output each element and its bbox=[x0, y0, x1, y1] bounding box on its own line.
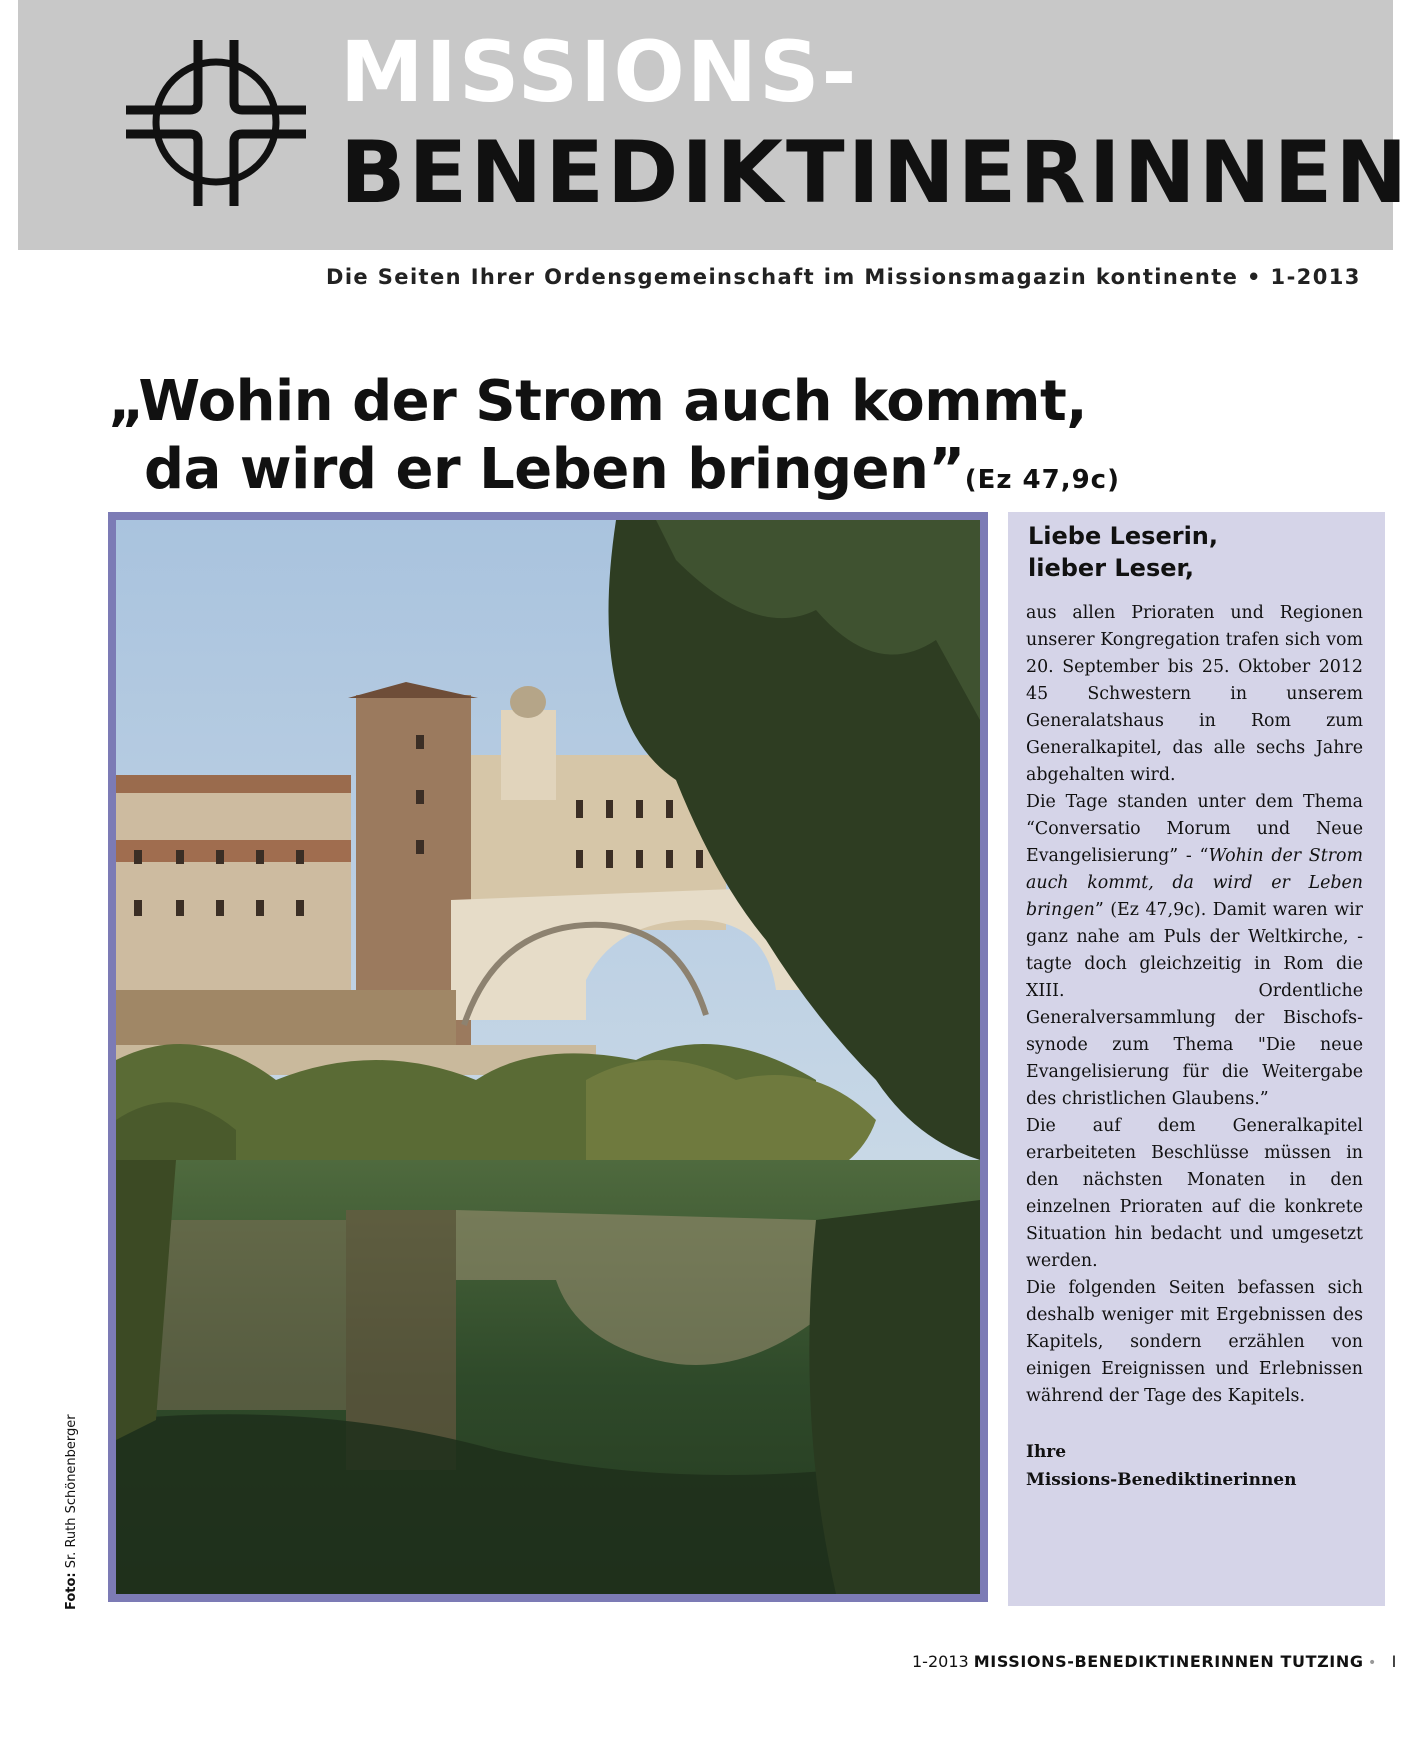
photo-credit bbox=[64, 1390, 84, 1610]
footer-bullet: • bbox=[1363, 1655, 1377, 1671]
letter-paragraph-2 bbox=[1026, 789, 1363, 1113]
greeting-line2: lieber Leser, bbox=[1028, 554, 1194, 582]
letter-paragraph-4: Die folgenden Seiten befassen sich deshalb weniger mit Ergebnissen des Kapitels, sondern erzählen von einigen Ereignissen und Erlebnissen während der Tage des Kapitels. bbox=[1026, 1278, 1363, 1406]
signature-line1: Ihre bbox=[1026, 1442, 1067, 1462]
masthead bbox=[18, 0, 1410, 250]
page-footer bbox=[912, 1652, 1396, 1671]
page-number: I bbox=[1391, 1652, 1397, 1671]
footer-issue: 1-2013 bbox=[912, 1652, 974, 1671]
masthead-title-line2: BENEDIKTINERINNEN bbox=[340, 123, 1410, 223]
signature-line2: Missions-Benediktinerinnen bbox=[1026, 1470, 1297, 1490]
headline-line2-wrap bbox=[108, 436, 1120, 514]
subtitle-magazine: kontinente bbox=[1095, 265, 1239, 289]
letter-p2-quote: Wohin der Strom auch kommt, da wird er Leben bringen bbox=[1026, 846, 1363, 920]
headline-line2: da wird er Leben bringen” bbox=[144, 437, 965, 502]
masthead-title-line1: MISSIONS- bbox=[340, 23, 859, 121]
headline bbox=[108, 368, 1120, 514]
subtitle-prefix: Die Seiten Ihrer Ordensgemeinschaft im Missionsmagazin bbox=[326, 265, 1096, 289]
photo-credit-label: Foto: bbox=[64, 1572, 79, 1610]
editorial-letter bbox=[1008, 512, 1385, 1606]
cover-photo bbox=[116, 520, 980, 1594]
cross-in-circle-logo-icon bbox=[106, 30, 326, 210]
subtitle-issue: • 1-2013 bbox=[1238, 265, 1361, 289]
masthead-subtitle bbox=[326, 265, 1361, 289]
letter-paragraph-3: Die auf dem Generalkapitel erarbeiteten Beschlüsse müssen in den nächsten Monaten in den einzelnen Prioraten auf die konkrete Situation hin bedacht und umgesetzt werden. bbox=[1026, 1116, 1363, 1271]
headline-line1: „Wohin der Strom auch kommt, bbox=[108, 369, 1087, 434]
letter-p2-after: ” (Ez 47,9c). Damit waren wir ganz nahe am Puls der Weltkirche, - tagte doch gleichzeitig in Rom die XIII. Ordentliche Generalversammlung der Bischofs-synode zum Thema "Die neue Evangelisierung für die Weitergabe des christlichen Glaubens.” bbox=[1026, 900, 1363, 1109]
letter-paragraph-1: aus allen Prioraten und Regionen unserer Kongregation trafen sich vom 20. September bis 25. Oktober 2012 45 Schwestern in unserem Generalatshaus in Rom zum Generalkapitel, das alle sechs Jahre abgehalten wird. bbox=[1026, 603, 1363, 785]
photo-credit-name: Sr. Ruth Schönenberger bbox=[64, 1414, 79, 1573]
footer-publication: MISSIONS-BENEDIKTINERINNEN TUTZING bbox=[973, 1652, 1364, 1671]
letter-p2-before: Die Tage standen unter dem Thema “Conversatio Morum und Neue Evangelisierung” - “ bbox=[1026, 792, 1363, 866]
greeting-line1: Liebe Leserin, bbox=[1028, 522, 1219, 550]
letter-body bbox=[1026, 600, 1363, 1410]
letter-greeting bbox=[1028, 520, 1363, 584]
letter-signature bbox=[1026, 1438, 1363, 1494]
cover-photo-frame bbox=[108, 512, 988, 1602]
headline-reference: (Ez 47,9c) bbox=[964, 465, 1120, 495]
